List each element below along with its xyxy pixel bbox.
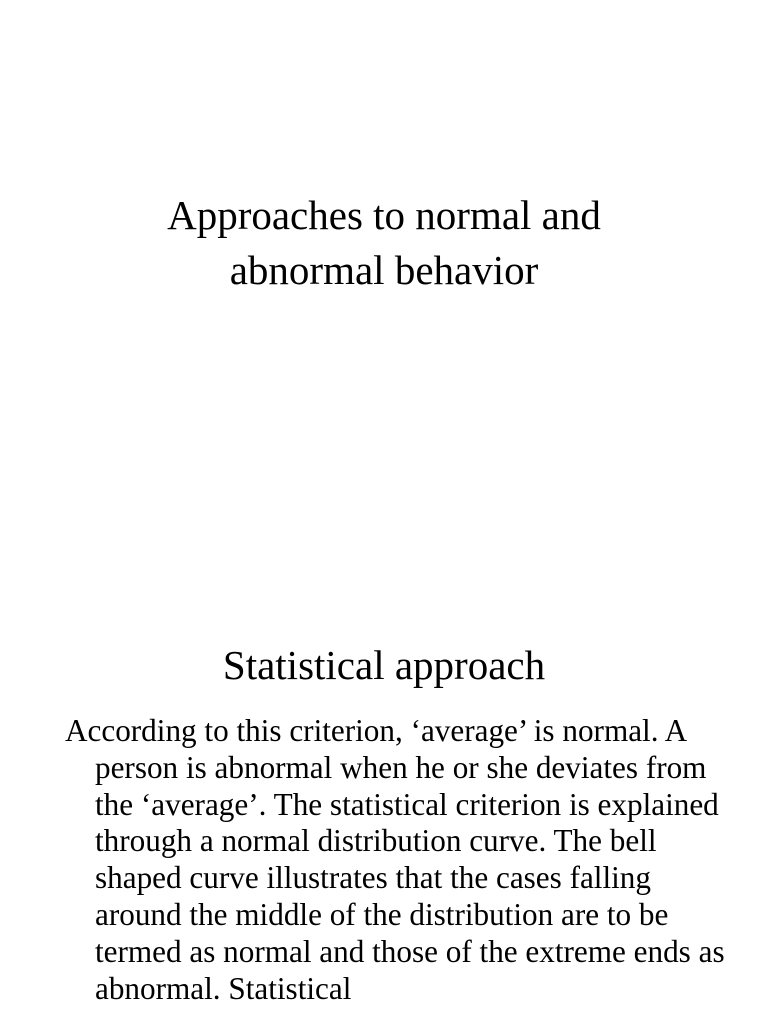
title-line-1: Approaches to normal and (167, 192, 601, 238)
page-title (0, 188, 768, 298)
title-line-2: abnormal behavior (229, 247, 539, 293)
body-paragraph: According to this criterion, ‘average’ is normal. A person is abnormal when he or she deviates from the ‘average’. The statistical criterion is explained through a normal distribution curve. The bell shaped curve illustrates that the cases falling around the middle of the distribution are to be termed as normal and those of the extreme ends as abnormal. Statistical (65, 713, 725, 1006)
content-slide (0, 576, 768, 1024)
section-heading: Statistical approach (222, 642, 546, 688)
